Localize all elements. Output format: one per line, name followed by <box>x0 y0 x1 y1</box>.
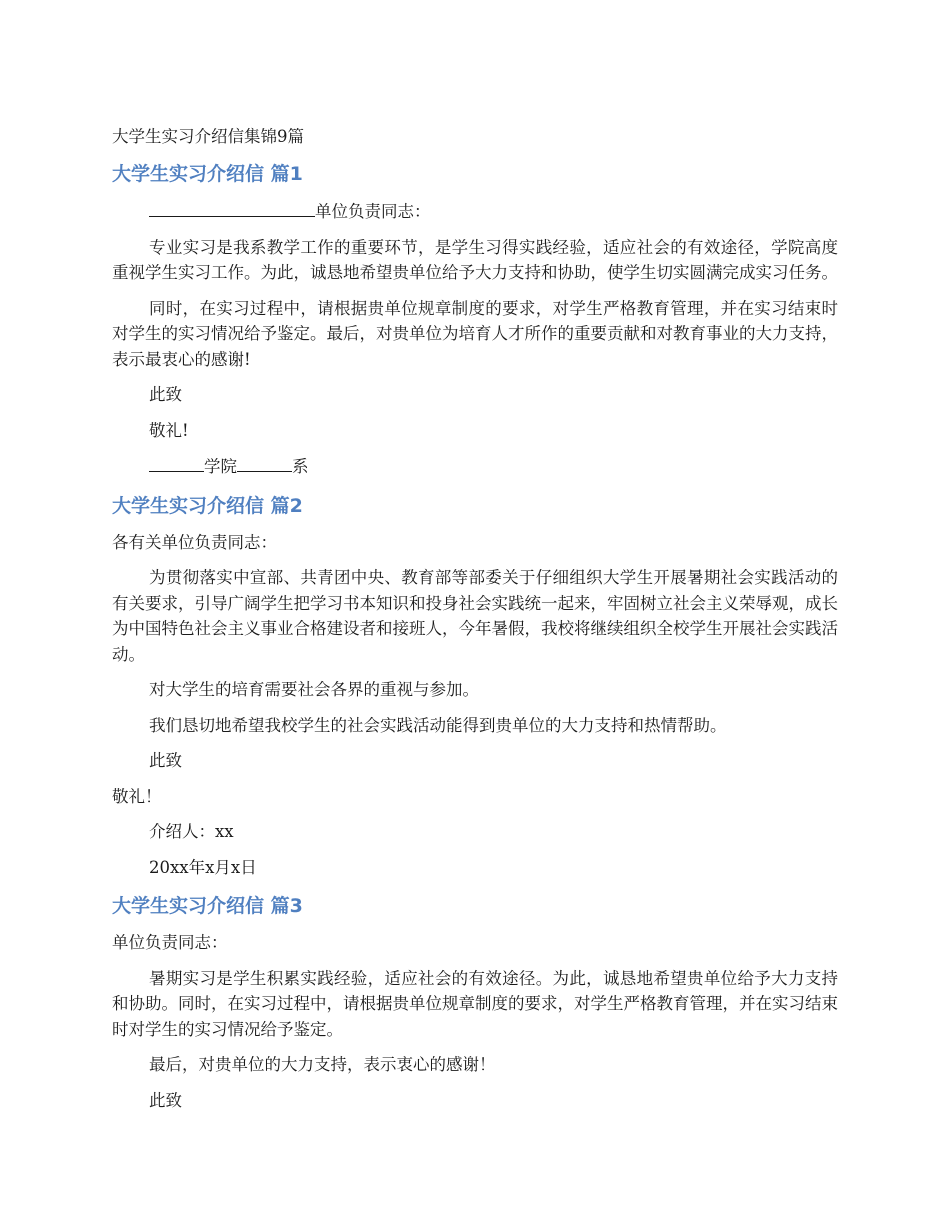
salutation: 单位负责同志： <box>112 933 228 952</box>
body-paragraph: 最后，对贵单位的大力支持，表示衷心的感谢！ <box>149 1055 496 1074</box>
document-title: 大学生实习介绍信集锦9篇 <box>112 127 304 146</box>
salutation: 各有关单位负责同志： <box>112 532 277 552</box>
section-1 <box>112 158 838 480</box>
fill-in-blank[interactable] <box>149 453 204 472</box>
document-page <box>112 118 838 1123</box>
fill-in-blank[interactable] <box>237 453 292 472</box>
date-line: 20xx年x月x日 <box>149 857 257 877</box>
closing-line: 敬礼！ <box>112 786 162 806</box>
body-paragraph: 暑期实习是学生积累实践经验，适应社会的有效途径。为此，诚恳地希望贵单位给予大力支持和协助。同时，在实习过程中，请根据贵单位规章制度的要求，对学生严格教育管理，并在实习结束时对学生的实习情况给予鉴定。 <box>112 968 838 1039</box>
section-2 <box>112 490 838 881</box>
section-3 <box>112 890 838 1113</box>
body-paragraph: 对大学生的培育需要社会各界的重视与参加。 <box>149 680 479 699</box>
body-paragraph: 同时，在实习过程中，请根据贵单位规章制度的要求，对学生严格教育管理，并在实习结束时对学生的实习情况给予鉴定。最后，对贵单位为培育人才所作的重要贡献和对教育事业的大力支持，表示最衷心的感谢! <box>112 298 838 369</box>
closing-line: 此致 <box>149 1090 182 1110</box>
section-heading: 大学生实习介绍信 篇2 <box>112 494 303 517</box>
closing-line: 此致 <box>149 751 182 770</box>
section-heading: 大学生实习介绍信 篇3 <box>112 895 303 917</box>
body-paragraph: 为贯彻落实中宣部、共青团中央、教育部等部委关于仔细组织大学生开展暑期社会实践活动的有关要求，引导广阔学生把学习书本知识和投身社会实践统一起来，牢固树立社会主义荣辱观，成长为中国特色社会主义事业合格建设者和接班人，今年暑假，我校将继续组织全校学生开展社会实践活动。 <box>112 568 838 664</box>
closing-line: 敬礼! <box>149 420 189 440</box>
fill-in-blank[interactable] <box>149 198 315 217</box>
body-paragraph: 我们恳切地希望我校学生的社会实践活动能得到贵单位的大力支持和热情帮助。 <box>149 715 727 735</box>
section-heading: 大学生实习介绍信 篇1 <box>112 163 303 185</box>
body-paragraph: 专业实习是我系教学工作的重要环节，是学生习得实践经验，适应社会的有效途径，学院高度重视学生实习工作。为此，诚恳地希望贵单位给予大力支持和协助，使学生切实圆满完成实习任务。 <box>112 237 838 282</box>
signature-line: 学院 系 <box>112 453 838 480</box>
closing-line: 此致 <box>149 385 182 404</box>
introducer-line: 介绍人：xx <box>149 822 234 841</box>
salutation: 单位负责同志： <box>112 198 838 225</box>
